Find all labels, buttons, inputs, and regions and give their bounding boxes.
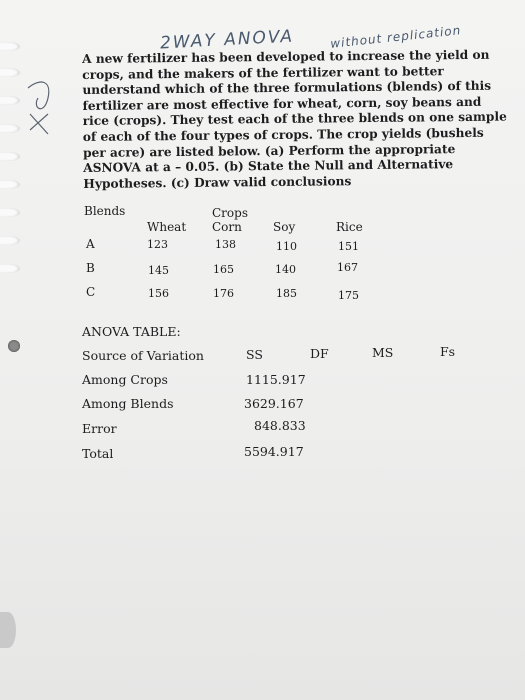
column-header-corn: Corn	[212, 220, 242, 234]
table-cell: 138	[215, 238, 236, 251]
binder-hole	[0, 42, 20, 51]
pen-scribble-mark	[22, 68, 62, 138]
problem-line: crops, and the makers of the fertilizer want to better	[82, 63, 444, 82]
table-cell: 123	[147, 238, 168, 251]
binder-hole	[0, 264, 20, 273]
anova-row-ss: 1115.917	[246, 372, 306, 387]
problem-line: fertilizer are most effective for wheat, corn, soy beans and	[82, 94, 482, 113]
problem-line: rice (crops). They test each of the three blends on one sample	[82, 109, 507, 129]
problem-line: ASNOVA at a – 0.05. (b) State the Null and Alternative	[83, 157, 454, 176]
table-cell: 185	[276, 287, 297, 300]
problem-line: understand which of the three formulations (blends) of this	[82, 78, 492, 98]
table-cell: 110	[276, 240, 297, 253]
anova-row-source: Among Blends	[82, 396, 174, 411]
anova-row-source: Error	[82, 421, 117, 436]
column-header-rice: Rice	[336, 220, 363, 234]
anova-row-source: Among Crops	[82, 372, 168, 387]
punch-hole	[8, 340, 20, 352]
handwritten-subtitle: without replication	[329, 23, 462, 51]
table-cell: 167	[337, 261, 358, 274]
binder-hole	[0, 124, 20, 133]
anova-header-df: DF	[310, 346, 329, 361]
anova-row-ss: 3629.167	[244, 396, 304, 411]
binder-hole	[0, 96, 20, 105]
anova-title: ANOVA TABLE:	[82, 324, 181, 339]
anova-header-ms: MS	[372, 345, 394, 360]
problem-line: Hypotheses. (c) Draw valid conclusions	[83, 173, 352, 191]
table-cell: 140	[275, 263, 296, 276]
row-label-b: B	[86, 261, 95, 275]
table-cell: 145	[148, 264, 169, 277]
binder-hole	[0, 180, 20, 189]
table-cell: 175	[338, 289, 359, 302]
problem-line: of each of the four types of crops. The crop yields (bushels	[82, 125, 484, 144]
problem-statement	[82, 47, 507, 192]
binder-hole	[0, 236, 20, 245]
anova-row-source: Total	[82, 446, 114, 461]
row-label-c: C	[86, 285, 96, 299]
binder-hole	[0, 68, 20, 77]
handwritten-title: 2WAY ANOVA	[159, 26, 295, 54]
blends-label: Blends	[84, 204, 126, 218]
table-cell: 151	[338, 240, 359, 253]
anova-header-source: Source of Variation	[82, 348, 204, 363]
anova-header-ss: SS	[246, 347, 263, 362]
finger-edge	[0, 612, 16, 648]
column-header-wheat: Wheat	[147, 220, 187, 234]
table-cell: 176	[213, 287, 234, 300]
anova-header-fs: Fs	[440, 344, 456, 359]
problem-line: per acre) are listed below. (a) Perform the appropriate	[82, 141, 456, 160]
anova-row-ss: 5594.917	[244, 444, 304, 459]
problem-line: A new fertilizer has been developed to increase the yield on	[82, 47, 490, 66]
table-cell: 156	[148, 287, 169, 300]
anova-row-ss: 848.833	[254, 418, 306, 433]
row-label-a: A	[86, 237, 95, 251]
binder-hole	[0, 152, 20, 161]
table-cell: 165	[213, 263, 234, 276]
crops-label: Crops	[212, 206, 248, 220]
column-header-soy: Soy	[273, 220, 296, 234]
binder-hole	[0, 208, 20, 217]
